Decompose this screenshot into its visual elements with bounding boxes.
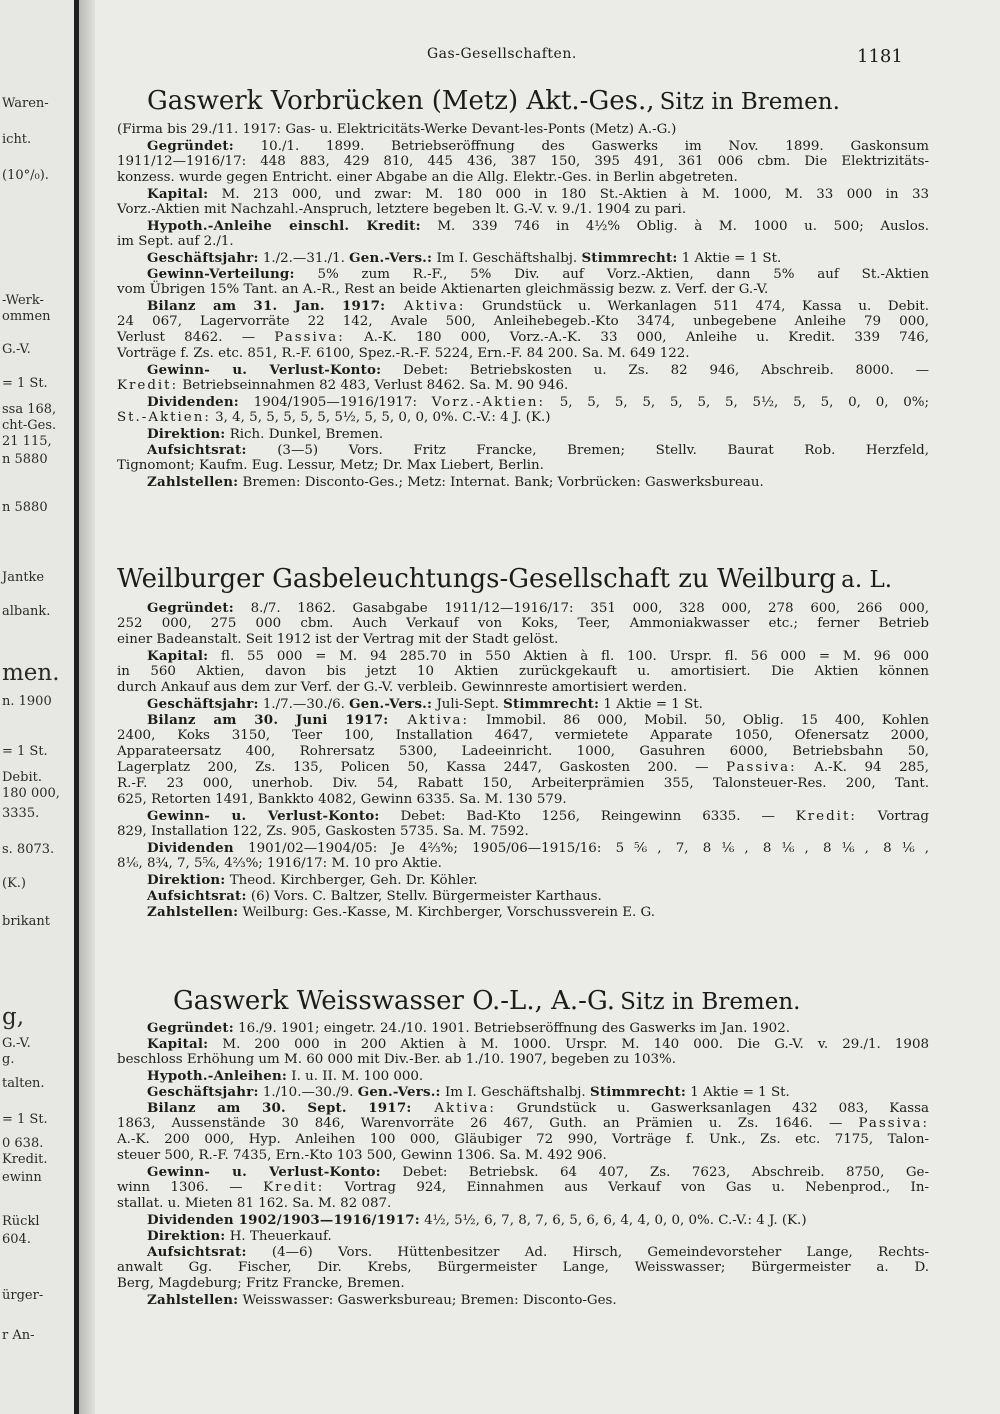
field-text: Debet: Bad-Kto 1256, Reingewinn 6335. —: [379, 809, 796, 824]
field-label: Gewinn- u. Verlust-Konto:: [147, 362, 382, 378]
text-line: [117, 330, 929, 346]
text-line: [117, 234, 929, 250]
left-page-fragment: ürger-: [2, 1288, 44, 1303]
entry-title: [173, 986, 800, 1019]
text-line: [147, 250, 929, 267]
text-line: [117, 760, 929, 776]
left-page-fragment: ssa 168,: [2, 402, 57, 417]
field-text: 1 Aktie = 1 St.: [599, 697, 703, 712]
field-text: 8⅙, 8¾, 7, 5⅚, 4⅔%; 1916/17: M. 10 pro Aktie.: [117, 856, 442, 871]
field-label: Aufsichtsrat:: [147, 442, 247, 458]
text-line: [147, 648, 929, 665]
text-line: [147, 186, 929, 203]
text-line: [117, 1196, 929, 1212]
field-text: (4—6) Vors. Hüttenbesitzer Ad. Hirsch, Gemeindevorsteher Lange, Rechts-: [246, 1245, 929, 1260]
field-text: 5, 5, 5, 5, 5, 5, 5, 5½, 5, 5, 0, 0, 0%;: [544, 395, 929, 410]
text-line: [117, 792, 929, 808]
field-label: Aufsichtsrat:: [147, 888, 247, 904]
text-line: [117, 346, 929, 362]
spaced-label: Passiva:: [726, 760, 797, 775]
text-line: [117, 1148, 929, 1164]
left-page-edge: [0, 0, 74, 1414]
field-text: 1901/02—1904/05: Je 4⅔%; 1905/06—1915/16: 5⅚, 7, 8⅙, 8⅙, 8⅙, 8⅙,: [233, 841, 929, 856]
field-label: Aufsichtsrat:: [147, 1244, 247, 1260]
field-label: Geschäftsjahr:: [147, 1084, 259, 1100]
field-text: stallat. u. Mieten 81 162. Sa. M. 82 087.: [117, 1196, 392, 1211]
field-label: Hypoth.-Anleihe einschl. Kredit:: [147, 218, 421, 234]
text-line: [147, 138, 929, 155]
spaced-label: Passiva:: [274, 330, 345, 345]
field-label: Geschäftsjahr:: [147, 250, 259, 266]
text-line: [117, 680, 929, 696]
field-label: Bilanz am 30. Juni 1917:: [147, 712, 389, 728]
left-page-fragment: brikant: [2, 914, 50, 929]
spaced-label: Kredit:: [117, 378, 179, 393]
left-page-fragment: Jantke: [2, 570, 45, 585]
field-text: M. 213 000, und zwar: M. 180 000 in 180 St.-Aktien à M. 1000, M. 33 000 in 33: [208, 187, 929, 202]
field-text: Vortrag 924, Einnahmen aus Verkauf von Gas u. Nebenprod., In-: [324, 1180, 929, 1195]
spaced-label: Kredit:: [795, 809, 857, 824]
spaced-label: Vorz.-Aktien:: [431, 395, 545, 410]
field-text: M. 339 746 in 4½% Oblig. à M. 1000 u. 500; Auslos.: [420, 219, 929, 234]
text-line: [147, 474, 929, 491]
text-line: [147, 696, 929, 713]
text-line: [147, 426, 929, 443]
field-text: (3—5) Vors. Fritz Francke, Bremen; Stellv. Baurat Rob. Herzfeld,: [246, 443, 929, 458]
field-label: Gewinn- u. Verlust-Konto:: [147, 1164, 381, 1180]
field-text: durch Ankauf aus dem zur Verf. der G.-V. verbleib. Gewinnreste amortisiert werden.: [117, 680, 688, 695]
spaced-label: Aktiva:: [388, 713, 470, 728]
text-line: [147, 1164, 929, 1181]
spaced-label: St.-Aktien:: [117, 410, 211, 425]
field-label: Gen.-Vers.:: [349, 250, 433, 266]
text-line: [117, 154, 929, 170]
field-text: I. u. II. M. 100 000.: [287, 1069, 424, 1084]
field-label: Bilanz am 31. Jan. 1917:: [147, 298, 386, 314]
left-page-fragment: n 5880: [2, 500, 48, 515]
company-name: Gaswerk Weisswasser O.-L., A.-G.: [173, 986, 616, 1016]
text-line: [117, 170, 929, 186]
left-page-fragment: cht-Ges.: [2, 418, 57, 433]
field-label: Stimmrecht:: [581, 250, 678, 266]
spaced-label: Kredit:: [263, 1180, 325, 1195]
company-name: Weilburger Gasbeleuchtungs-Gesellschaft zu Weilburg: [117, 564, 837, 594]
left-page-fragment: = 1 St.: [2, 744, 48, 759]
field-text: 5% zum R.-F., 5% Div. auf Vorz.-Aktien, dann 5% auf St.-Aktien: [294, 267, 929, 282]
running-header: [95, 46, 1000, 68]
left-page-fragment: 3335.: [2, 806, 40, 821]
field-text: Vorz.-Aktien mit Nachzahl.-Anspruch, letztere begeben lt. G.-V. v. 9./1. 1904 zu pari.: [117, 202, 687, 217]
field-text: winn 1306. —: [117, 1180, 264, 1195]
text-line: [117, 314, 929, 330]
left-page-fragment: G.-V.: [2, 342, 31, 357]
field-text: im Sept. auf 2./1.: [117, 234, 234, 249]
field-label: Kapital:: [147, 1036, 209, 1052]
field-text: Debet: Betriebskosten u. Zs. 82 946, Abschreib. 8000. —: [381, 363, 929, 378]
field-text: 1904/1905—1916/1917:: [238, 395, 432, 410]
field-text: in 560 Aktien, davon bis jetzt 10 Aktien zurückgekauft u. amortisiert. Die Aktien können: [117, 664, 929, 679]
text-line: [147, 218, 929, 235]
left-page-fragment: 180 000,: [2, 786, 60, 801]
left-page-fragment: Waren-: [2, 96, 49, 111]
field-text: 10./1. 1899. Betriebseröffnung des Gaswerks im Nov. 1899. Gaskonsum: [233, 139, 929, 154]
left-page-fragment: = 1 St.: [2, 376, 48, 391]
text-line: [117, 1132, 929, 1148]
text-line: [147, 1020, 929, 1037]
field-text: Lagerplatz 200, Zs. 135, Policen 50, Kassa 2447, Gaskosten 200. —: [117, 760, 727, 775]
field-text: Immobil. 86 000, Mobil. 50, Oblig. 15 400, Kohlen: [469, 713, 930, 728]
field-text: M. 200 000 in 200 Aktien à M. 1000. Urspr. M. 140 000. Die G.-V. v. 29./1. 1908: [208, 1037, 929, 1052]
field-text: 2400, Koks 3150, Teer 100, Installation 4647, vermietete Apparate 1050, Ofenersatz 2000,: [117, 728, 929, 743]
field-text: A.-K. 180 000, Vorz.-A.-K. 33 000, Anleihe u. Kredit. 339 746,: [344, 330, 929, 345]
text-line: [117, 1276, 929, 1292]
field-text: Rich. Dunkel, Bremen.: [225, 427, 384, 442]
text-line: [117, 824, 929, 840]
text-line: [117, 728, 929, 744]
field-text: Im I. Geschäftshalbj.: [440, 1085, 590, 1100]
spaced-label: Aktiva:: [411, 1101, 496, 1116]
field-label: Geschäftsjahr:: [147, 696, 259, 712]
field-label: Direktion:: [147, 426, 226, 442]
field-text: einer Badeanstalt. Seit 1912 ist der Vertrag mit der Stadt gelöst.: [117, 632, 559, 647]
text-line: [147, 1068, 929, 1085]
text-line: [147, 1212, 929, 1229]
field-text: Grundstück u. Gaswerksanlagen 432 083, Kassa: [495, 1101, 929, 1116]
text-line: [147, 1084, 929, 1101]
field-text: H. Theuerkauf.: [225, 1229, 332, 1244]
text-line: [117, 122, 929, 138]
field-text: Vortrag: [856, 809, 929, 824]
field-text: 3, 4, 5, 5, 5, 5, 5, 5½, 5, 5, 0, 0, 0%. C.-V.: 4 J. (K.): [210, 410, 551, 425]
text-line: [147, 1244, 929, 1261]
text-line: [147, 1036, 929, 1053]
text-line: [147, 266, 929, 283]
company-seat: a. L.: [841, 567, 893, 593]
field-text: Weisswasser: Gaswerksbureau; Bremen: Disconto-Ges.: [238, 1293, 617, 1308]
text-line: [147, 808, 929, 825]
text-line: [117, 1180, 929, 1196]
left-page-fragment: (10°/₀).: [2, 168, 49, 183]
field-label: Hypoth.-Anleihen:: [147, 1068, 288, 1084]
field-label: Dividenden 1902/1903—1916/1917:: [147, 1212, 420, 1228]
text-line: [117, 202, 929, 218]
left-page-fragment: ewinn: [2, 1170, 42, 1185]
left-page-fragment: n 5880: [2, 452, 48, 467]
left-page-fragment: r An-: [2, 1328, 35, 1343]
field-text: Weilburg: Ges.-Kasse, M. Kirchberger, Vorschussverein E. G.: [238, 905, 655, 920]
text-line: [147, 712, 929, 729]
text-line: [117, 744, 929, 760]
company-name: Gaswerk Vorbrücken (Metz) Akt.-Ges.,: [147, 86, 655, 116]
text-line: [117, 410, 929, 426]
text-line: [117, 664, 929, 680]
text-line: [117, 776, 929, 792]
field-text: Theod. Kirchberger, Geh. Dr. Köhler.: [225, 873, 478, 888]
text-line: [117, 1260, 929, 1276]
field-text: 24 067, Lagervorräte 22 142, Avale 500, Anleihebegeb.-Kto 3474, unbegebene Anleihe 79 000,: [117, 314, 929, 329]
field-text: 1./10.—30./9.: [258, 1085, 358, 1100]
field-text: Vorträge f. Zs. etc. 851, R.-F. 6100, Spez.-R.-F. 5224, Ern.-F. 84 200. Sa. M. 649 122.: [117, 346, 690, 361]
field-text: A.-K. 94 285,: [796, 760, 930, 775]
left-page-fragment: 21 115,: [2, 434, 52, 449]
text-line: [147, 600, 929, 617]
field-text: Im I. Geschäftshalbj.: [432, 251, 582, 266]
text-line: [147, 394, 929, 411]
field-label: Stimmrecht:: [503, 696, 600, 712]
field-label: Zahlstellen:: [147, 904, 239, 920]
field-text: vom Übrigen 15% Tant. an A.-R., Rest an beide Aktienarten gleichmässig bezw. z. Verf. der G.-V.: [117, 282, 769, 297]
field-text: 1911/12—1916/17: 448 883, 429 810, 445 436, 387 150, 395 491, 361 006 cbm. Die Elektrizitäts-: [117, 154, 929, 169]
left-page-fragment: n. 1900: [2, 694, 52, 709]
left-page-fragment: Debit.: [2, 770, 42, 785]
field-label: Bilanz am 30. Sept. 1917:: [147, 1100, 412, 1116]
field-label: Zahlstellen:: [147, 1292, 239, 1308]
field-label: Kapital:: [147, 648, 209, 664]
text-line: [147, 1228, 929, 1245]
field-text: 4½, 5½, 6, 7, 8, 7, 6, 5, 6, 6, 4, 4, 0, 0, 0%. C.-V.: 4 J. (K.): [419, 1213, 807, 1228]
field-label: Kapital:: [147, 186, 209, 202]
company-seat: Sitz in Bremen.: [620, 989, 801, 1015]
left-page-fragment: s. 8073.: [2, 842, 55, 857]
left-page-fragment: albank.: [2, 604, 51, 619]
field-text: 16./9. 1901; eingetr. 24./10. 1901. Betriebseröffnung des Gaswerks im Jan. 1902.: [233, 1021, 790, 1036]
field-text: anwalt Gg. Fischer, Dir. Krebs, Bürgermeister Lange, Weisswasser; Bürgermeister a. D.: [117, 1260, 929, 1275]
entry-title: [147, 86, 840, 119]
field-text: A.-K. 200 000, Hyp. Anleihen 100 000, Gläubiger 72 990, Vorträge f. Unk., Zs. etc. 7175, Talon-: [117, 1132, 929, 1147]
text-line: [147, 904, 929, 921]
field-label: Zahlstellen:: [147, 474, 239, 490]
page-number: 1181: [857, 46, 903, 67]
text-line: [147, 888, 929, 905]
field-label: Gegründet:: [147, 600, 234, 616]
text-line: [147, 362, 929, 379]
field-text: Juli-Sept.: [432, 697, 504, 712]
left-page-fragment: = 1 St.: [2, 1112, 48, 1127]
left-page-fragment: ommen: [2, 309, 51, 324]
left-page-fragment: 604.: [2, 1232, 31, 1247]
field-text: 1863, Aussenstände 30 846, Warenvorräte 26 467, Guth. an Prämien u. Zs. 1646. —: [117, 1116, 859, 1131]
left-page-fragment: G.-V.: [2, 1036, 31, 1051]
left-page-fragment: g.: [2, 1052, 15, 1067]
text-line: [117, 1116, 929, 1132]
field-label: Gen.-Vers.:: [349, 696, 433, 712]
field-text: steuer 500, R.-F. 7435, Ern.-Kto 103 500, Gewinn 1306. Sa. M. 492 906.: [117, 1148, 607, 1163]
field-label: Gewinn- u. Verlust-Konto:: [147, 808, 380, 824]
field-text: 829, Installation 122, Zs. 905, Gaskosten 5735. Sa. M. 7592.: [117, 824, 529, 839]
page-gutter: [79, 0, 95, 1414]
field-label: Gewinn-Verteilung:: [147, 266, 295, 282]
field-text: Bremen: Disconto-Ges.; Metz: Internat. Bank; Vorbrücken: Gaswerksbureau.: [238, 475, 764, 490]
entry-title: [117, 564, 892, 597]
field-label: Stimmrecht:: [589, 1084, 687, 1100]
text-line: [147, 1100, 929, 1117]
field-label: Direktion:: [147, 872, 226, 888]
field-label: Gen.-Vers.:: [357, 1084, 441, 1100]
field-text: Tignomont; Kaufm. Eug. Lessur, Metz; Dr. Max Liebert, Berlin.: [117, 458, 544, 473]
field-text: Berg, Magdeburg; Fritz Francke, Bremen.: [117, 1276, 405, 1291]
section-heading: Gas-Gesellschaften.: [427, 46, 577, 62]
text-line: [117, 282, 929, 298]
field-text: beschloss Erhöhung um M. 60 000 mit Div.-Ber. ab 1./10. 1907, begeben zu 103%.: [117, 1052, 676, 1067]
text-line: [147, 298, 929, 315]
field-text: 252 000, 275 000 cbm. Auch Verkauf von Koks, Teer, Ammoniakwasser etc.; ferner Betrieb: [117, 616, 929, 631]
field-text: konzess. wurde gegen Entricht. einer Abgabe an die Allg. Elektr.-Ges. in Berlin abgetreten.: [117, 170, 738, 185]
spaced-label: Aktiva:: [385, 299, 466, 314]
field-text: Grundstück u. Werkanlagen 511 474, Kassa u. Debit.: [465, 299, 930, 314]
text-line: [117, 616, 929, 632]
field-text: Apparateersatz 400, Rohrersatz 5300, Ladeeinricht. 1000, Gasuhren 6000, Betriebsbahn 50,: [117, 744, 929, 759]
text-line: [117, 632, 929, 648]
left-page-fragment: Kredit.: [2, 1152, 48, 1167]
left-page-fragment: 0 638.: [2, 1136, 44, 1151]
field-text: (Firma bis 29./11. 1917: Gas- u. Elektricitäts-Werke Devant-les-Ponts (Metz) A.-G.): [117, 122, 677, 137]
field-text: R.-F. 23 000, unerhob. Div. 54, Rabatt 150, Arbeiterprämien 355, Talonsteuer-Res. 200, Tant.: [117, 776, 929, 791]
field-text: fl. 55 000 = M. 94 285.70 in 550 Aktien à fl. 100. Urspr. fl. 56 000 = M. 96 000: [208, 649, 929, 664]
field-text: 1 Aktie = 1 St.: [686, 1085, 790, 1100]
field-text: 1 Aktie = 1 St.: [677, 251, 782, 266]
field-text: 625, Retorten 1491, Bankkto 4082, Gewinn 6335. Sa. M. 130 579.: [117, 792, 567, 807]
field-label: Direktion:: [147, 1228, 226, 1244]
text-line: [147, 840, 929, 857]
text-line: [117, 1052, 929, 1068]
left-page-fragment: men.: [2, 660, 60, 686]
text-line: [147, 442, 929, 459]
field-text: 1./7.—30./6.: [258, 697, 350, 712]
company-seat: Sitz in Bremen.: [659, 89, 840, 115]
field-text: (6) Vors. C. Baltzer, Stellv. Bürgermeister Karthaus.: [246, 889, 602, 904]
field-label: Gegründet:: [147, 138, 234, 154]
field-label: Dividenden:: [147, 394, 239, 410]
text-line: [117, 378, 929, 394]
field-text: Debet: Betriebsk. 64 407, Zs. 7623, Abschreib. 8750, Ge-: [380, 1165, 930, 1180]
field-text: Verlust 8462. —: [117, 330, 275, 345]
document-page: [95, 0, 1000, 1414]
spaced-label: Passiva:: [858, 1116, 929, 1131]
left-page-fragment: (K.): [2, 876, 26, 891]
text-line: [117, 458, 929, 474]
field-text: 1./2.—31./1.: [258, 251, 350, 266]
left-page-fragment: talten.: [2, 1076, 45, 1091]
text-line: [147, 872, 929, 889]
left-page-fragment: g,: [2, 1004, 25, 1030]
left-page-fragment: Rückl: [2, 1214, 40, 1229]
left-page-fragment: -Werk-: [2, 293, 44, 308]
field-text: Betriebseinnahmen 82 483, Verlust 8462. Sa. M. 90 946.: [178, 378, 569, 393]
text-line: [147, 1292, 929, 1309]
left-page-fragment: icht.: [2, 132, 32, 147]
field-label: Dividenden: [147, 840, 234, 856]
field-text: 8./7. 1862. Gasabgabe 1911/12—1916/17: 351 000, 328 000, 278 600, 266 000,: [233, 601, 929, 616]
text-line: [117, 856, 929, 872]
field-label: Gegründet:: [147, 1020, 234, 1036]
